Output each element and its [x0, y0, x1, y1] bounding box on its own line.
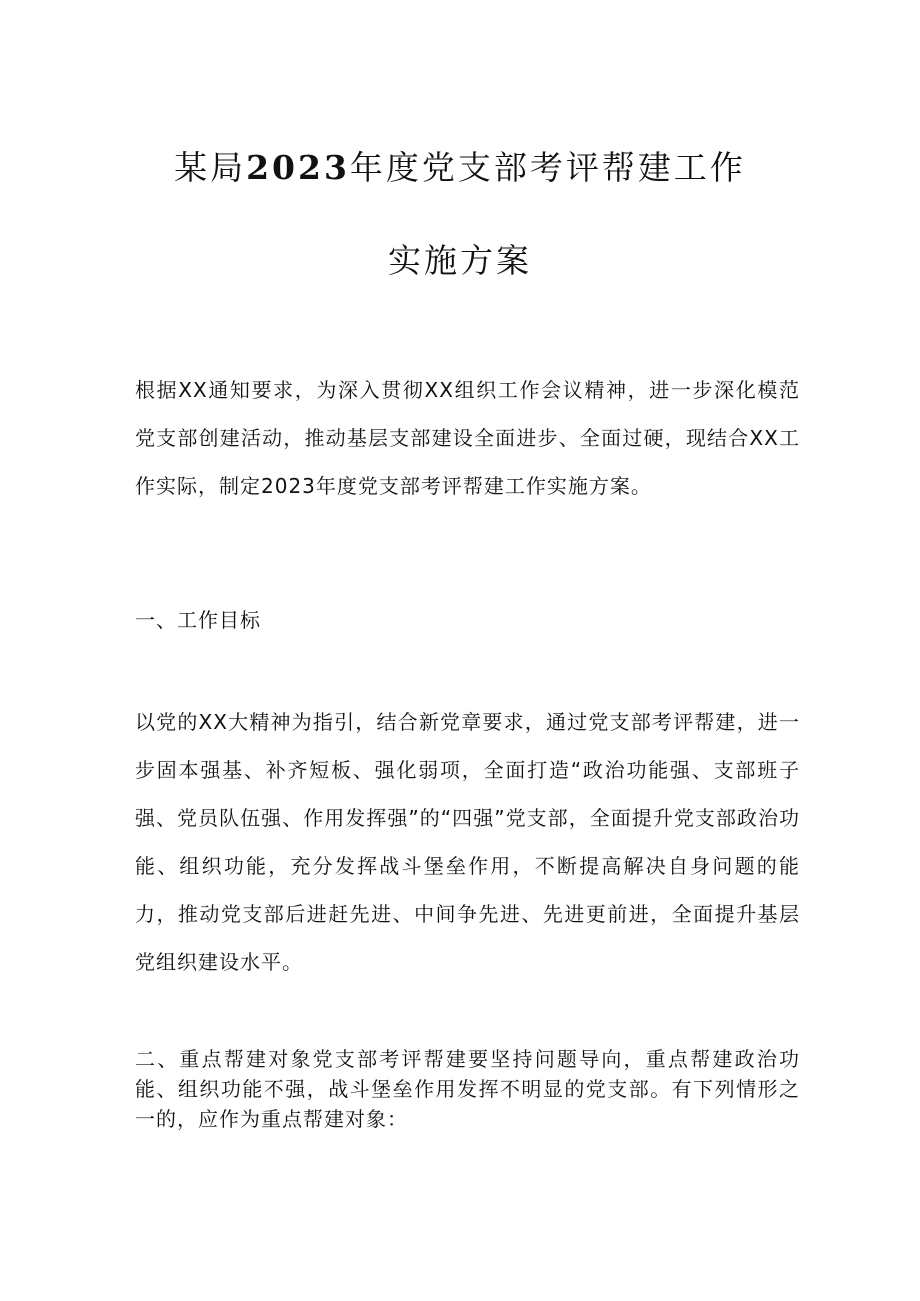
section-2-paragraph: 二、重点帮建对象党支部考评帮建要坚持问题导向，重点帮建政治功能、组织功能不强，战斗堡垒作用发挥不明显的党支部。有下列情形之一的，应作为重点帮建对象： [135, 1047, 800, 1131]
title-year: 2023 [246, 148, 350, 187]
intro-paragraph: 根据XX通知要求，为深入贯彻XX组织工作会议精神，进一步深化模范党支部创建活动，推动基层支部建设全面进步、全面过硬，现结合XX工作实际，制定2023年度党支部考评帮建工作实施方案。 [135, 378, 800, 498]
document-title-line-1 [0, 148, 920, 188]
section-1-heading: 一、工作目标 [135, 608, 261, 632]
document-title-line-2: 实施方案 [388, 241, 532, 280]
title-suffix: 年度党支部考评帮建工作 [349, 148, 746, 187]
title-prefix: 某局 [174, 148, 247, 187]
section-1-paragraph: 以党的XX大精神为指引，结合新党章要求，通过党支部考评帮建，进一步固本强基、补齐短板、强化弱项，全面打造“政治功能强、支部班子强、党员队伍强、作用发挥强”的“四强”党支部，全面提升党支部政治功能、组织功能，充分发挥战斗堡垒作用，不断提高解决自身问题的能力，推动党支部后进赶先进、中间争先进、先进更前进，全面提升基层党组织建设水平。 [135, 710, 800, 974]
